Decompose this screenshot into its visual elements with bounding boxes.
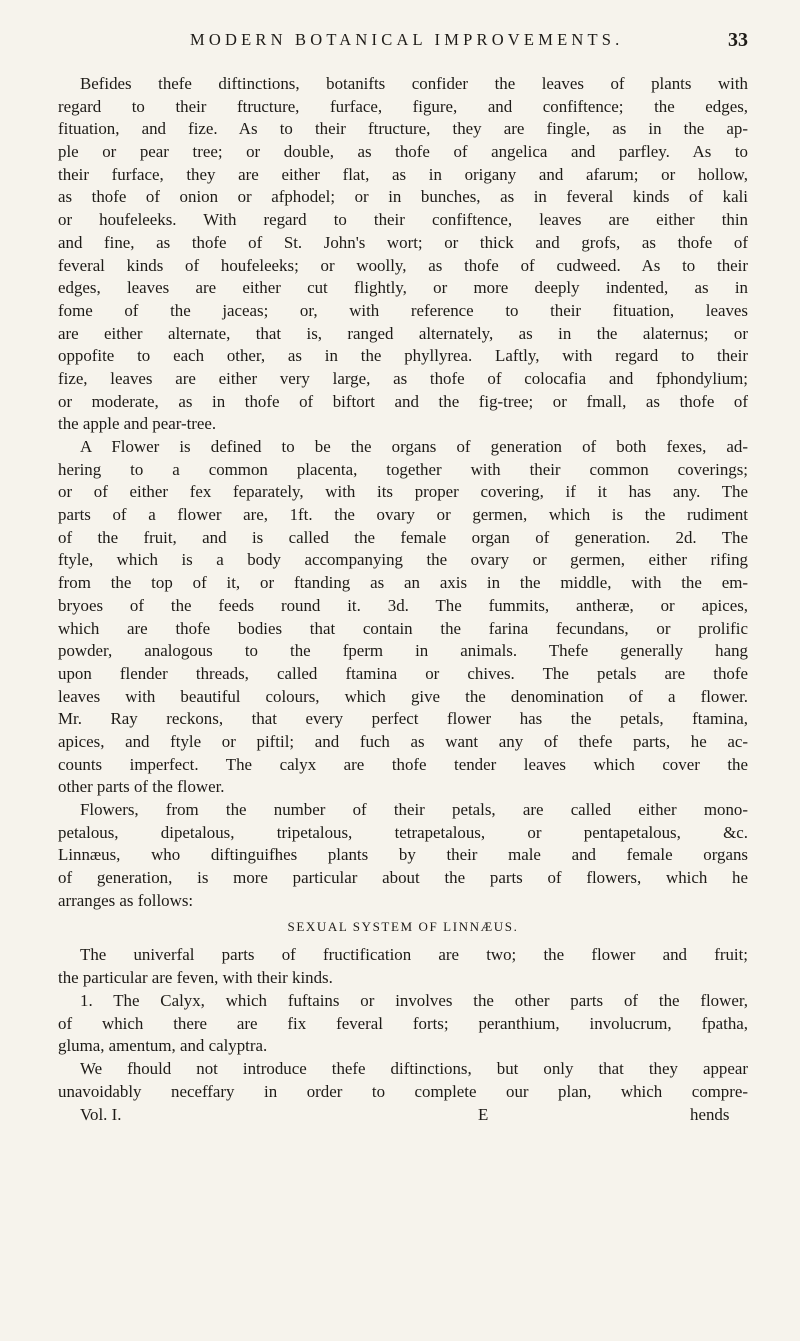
text-line: of generation, is more particular about the parts of flowers, which he [58,868,748,888]
section-heading: SEXUAL SYSTEM OF LINNÆUS. [287,919,519,935]
text-line: arranges as follows: [58,890,194,910]
paragraph-petal-counts [58,799,748,912]
paragraph-fructification [58,944,748,989]
text-line: Befides thefe diftinctions, botanifts confider the leaves of plants with [80,74,748,93]
text-line: the particular are feven, with their kinds. [58,968,333,988]
text-line: fome of the jaceas; or, with reference to their fituation, leaves [58,300,748,320]
text-line: as thofe of onion or afphodel; or in bunches, as in feveral kinds of kali [58,187,748,207]
text-line: Linnæus, who diftinguifhes plants by their male and female organs [58,845,748,865]
text-line: other parts of the flower. [58,777,225,797]
text-line: of the fruit, and is called the female organ of generation. 2d. The [58,527,748,547]
text-line: oppofite to each other, as in the phyllyrea. Laftly, with regard to their [58,346,748,366]
text-line: and fine, as thofe of St. John's wort; or thick and grofs, as thofe of [58,232,748,252]
text-line: regard to their ftructure, furface, figure, and confiftence; the edges, [58,96,748,116]
text-line: 1. The Calyx, which fuftains or involves the other parts of the flower, [80,990,748,1010]
text-line: unavoidably neceffary in order to complete our plan, which compre- [58,1081,748,1101]
catchword: hends [690,1105,730,1125]
signature-mark: E [478,1105,489,1125]
text-line: or houfeleeks. With regard to their confiftence, leaves are either thin [58,210,748,230]
text-line: their furface, they are either flat, as in origany and afarum; or hollow, [58,164,748,184]
text-line: hering to a common placenta, together with their common coverings; [58,459,748,479]
text-line: fituation, and fize. As to their ftructure, they are fingle, as in the ap- [58,119,748,139]
text-line: ple or pear tree; or double, as thofe of angelica and parfley. As to [58,142,748,162]
text-line: powder, analogous to the fperm in animals. Thefe generally hang [58,641,748,661]
running-head [0,30,800,60]
paragraph-closing [58,1058,748,1103]
text-line: gluma, amentum, and calyptra. [58,1036,268,1056]
running-title: MODERN BOTANICAL IMPROVEMENTS. [190,30,624,49]
text-line: feveral kinds of houfeleeks; or woolly, as thofe of cudweed. As to their [58,255,748,275]
text-line: edges, leaves are either cut flightly, or more deeply indented, as in [58,278,748,298]
text-line: bryoes of the feeds round it. 3d. The fummits, antheræ, or apices, [58,595,748,615]
page-footer [58,1105,748,1129]
text-line: petalous, dipetalous, tripetalous, tetrapetalous, or pentapetalous, &c. [58,822,748,842]
text-line: the apple and pear-tree. [58,414,217,434]
text-line: counts imperfect. The calyx are thofe tender leaves which cover the [58,754,748,774]
text-line: upon flender threads, called ftamina or chives. The petals are thofe [58,663,748,683]
paragraph-leaf-distinctions [58,73,748,436]
text-line: parts of a flower are, 1ft. the ovary or germen, which is the rudiment [58,505,748,525]
text-line: of which there are fix feveral forts; peranthium, involucrum, fpatha, [58,1013,748,1033]
text-line: We fhould not introduce thefe diftinctions, but only that they appear [80,1058,748,1078]
text-line: or of either fex feparately, with its proper covering, if it has any. The [58,482,748,502]
paragraph-flower-definition [58,436,748,799]
text-line: fize, leaves are either very large, as thofe of colocafia and fphondylium; [58,368,748,388]
text-line: apices, and ftyle or piftil; and fuch as want any of thefe parts, he ac- [58,731,748,751]
text-line: are either alternate, that is, ranged alternately, as in the alaternus; or [58,323,748,343]
text-line: ftyle, which is a body accompanying the ovary or germen, either rifing [58,550,748,570]
text-line: Flowers, from the number of their petals, are called either mono- [80,800,748,819]
text-line: A Flower is defined to be the organs of generation of both fexes, ad- [80,437,748,456]
text-line: Mr. Ray reckons, that every perfect flower has the petals, ftamina, [58,709,748,729]
text-line: or moderate, as in thofe of biftort and the fig-tree; or fmall, as thofe of [58,391,748,411]
text-line: which are thofe bodies that contain the farina fecundans, or prolific [58,618,748,638]
text-line: from the top of it, or ftanding as an axis in the middle, with the em- [58,573,748,593]
text-line: The univerfal parts of fructification are two; the flower and fruit; [80,945,748,965]
volume-label: Vol. I. [80,1105,122,1125]
page-number: 33 [728,29,748,51]
text-line: leaves with beautiful colours, which give the denomination of a flower. [58,686,748,706]
paragraph-calyx [58,990,748,1058]
body-text [58,73,748,1129]
